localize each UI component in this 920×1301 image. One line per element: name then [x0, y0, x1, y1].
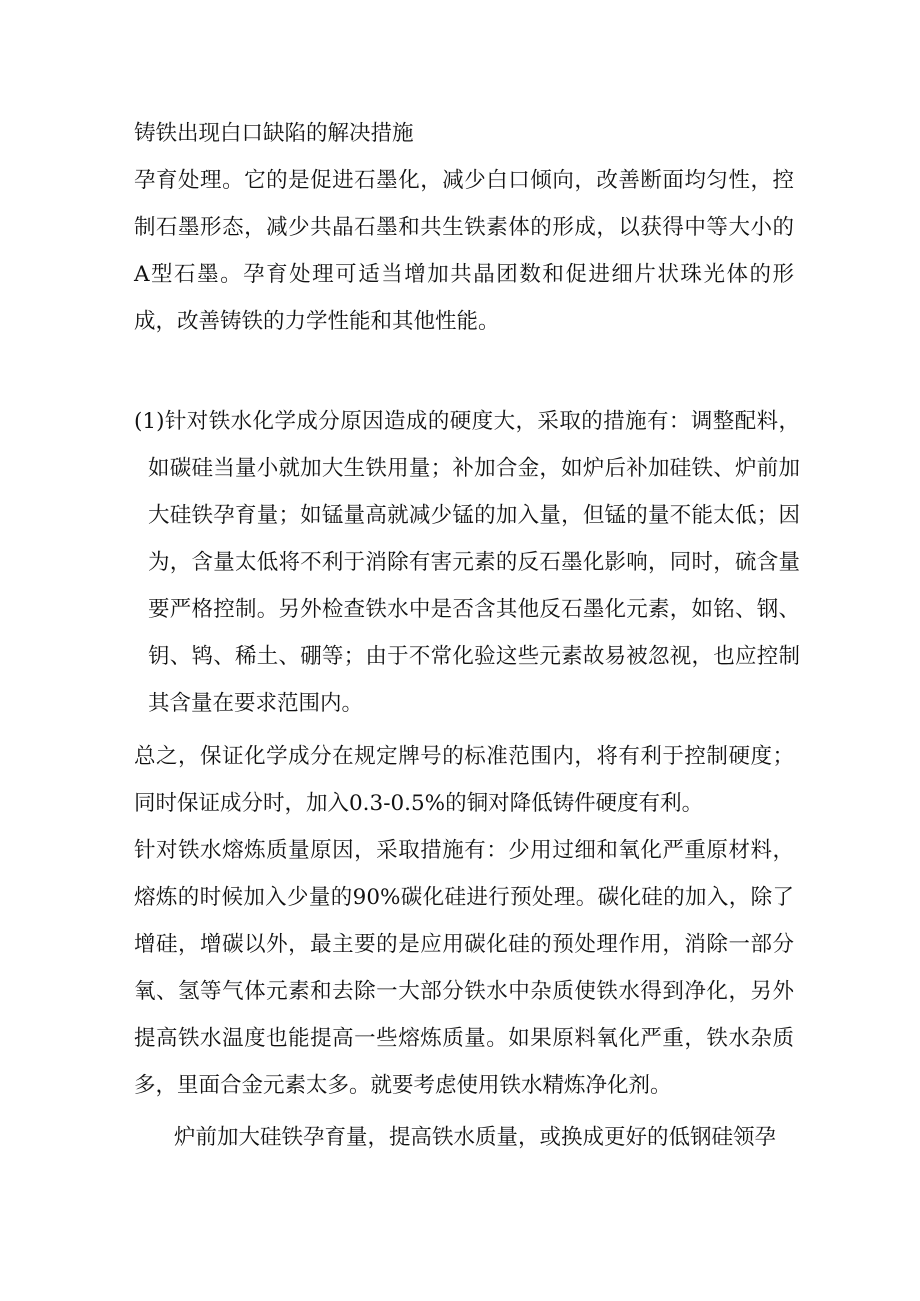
paragraph-chemical-composition: (1)针对铁水化学成分原因造成的硬度大，采取的措施有：调整配料，如碳硅当量小就加大生铁用量；补加合金，如炉后补加硅铁、炉前加大硅铁孕育量；如锰量高就减少锰的加入量，但锰的量不能太低；因为，含量太低将不利于消除有害元素的反石墨化影响，同时，硫含量要严格控制。另外检查铁水中是否含其他反石墨化元素，如铭、钢、钥、鸨、稀土、硼等；由于不常化验这些元素故易被忽视，也应控制其含量在要求范围内。: [134, 409, 800, 716]
document-title: 铸铁出现白口缺陷的解决措施: [134, 121, 414, 146]
paragraph-summary: 总之，保证化学成分在规定牌号的标准范围内，将有利于控制硬度；同时保证成分时，加入0.3-0.5%的铜对降低铸件硬度有利。: [134, 744, 794, 816]
paragraph-melting-quality: 针对铁水熔炼质量原因，采取措施有：少用过细和氧化严重原材料，熔炼的时候加入少量的90%碳化硅进行预处理。碳化硅的加入，除了增硅，增碳以外，最主要的是应用碳化硅的预处理作用，消除一部分氧、氢等气体元素和去除一大部分铁水中杂质使铁水得到净化，另外提高铁水温度也能提高一些熔炼质量。如果原料氧化严重，铁水杂质多，里面合金元素太多。就要考虑使用铁水精炼净化剂。: [134, 838, 794, 1098]
paragraph-inoculation: 孕育处理。它的是促进石墨化，减少白口倾向，改善断面均匀性，控制石墨形态，减少共晶石墨和共生铁素体的形成，以获得中等大小的A型石墨。孕育处理可适当增加共晶团数和促进细片状珠光体的形成，改善铸铁的力学性能和其他性能。: [134, 168, 794, 334]
paragraph-furnace-inoculation: 炉前加大硅铁孕育量，提高铁水质量，或换成更好的低钢硅领孕: [174, 1125, 777, 1150]
